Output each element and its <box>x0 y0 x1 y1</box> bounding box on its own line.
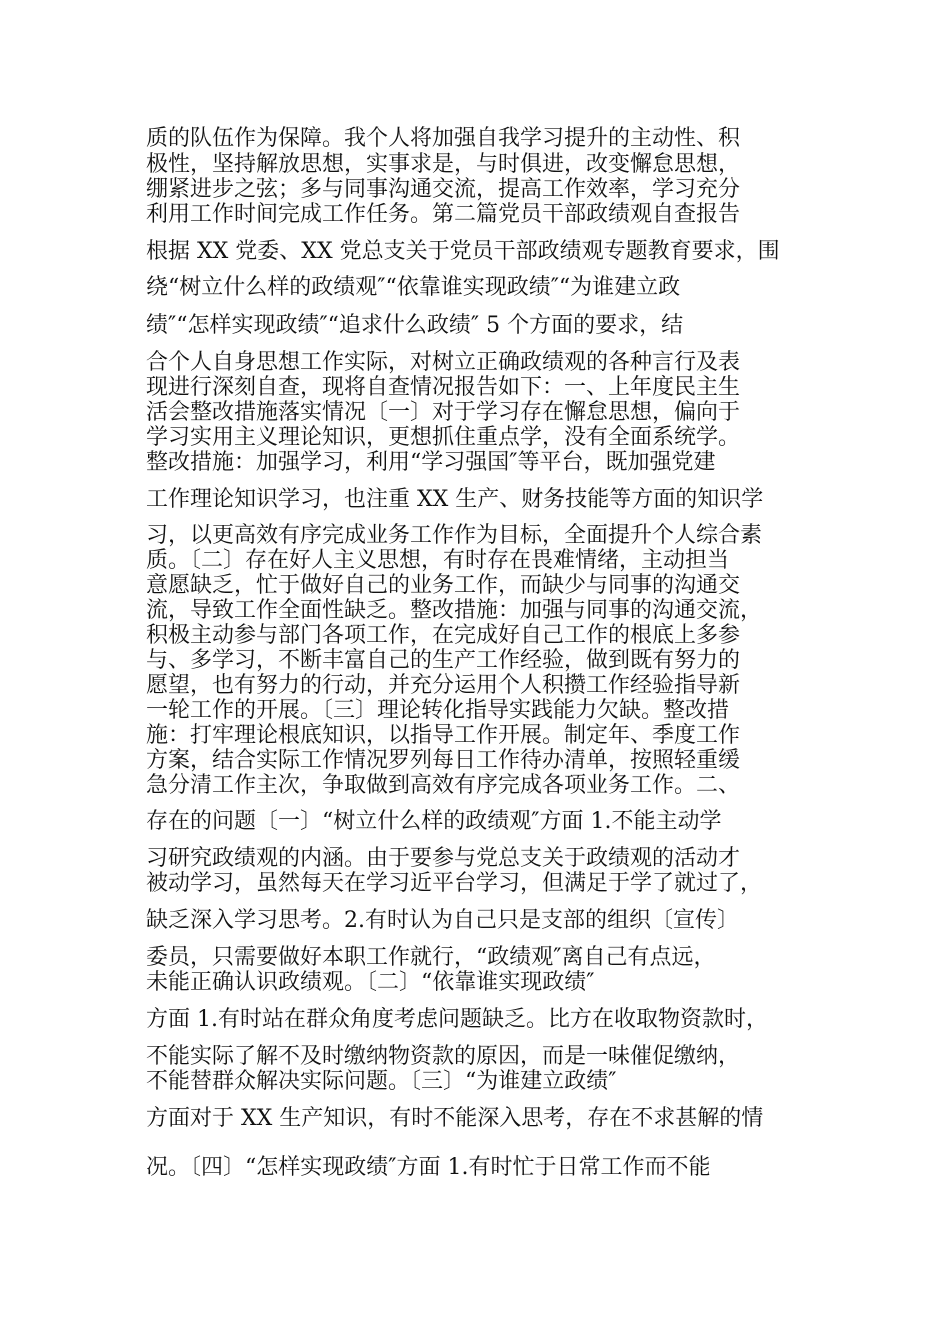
text-line: 愿望，也有努力的行动，并充分运用个人积攒工作经验指导新 <box>146 673 741 698</box>
text-line: 意愿缺乏，忙于做好自己的业务工作，而缺少与同事的沟通交 <box>146 573 741 598</box>
text-line: 根据 XX 党委、XX 党总支关于党员干部政绩观专题教育要求，围 <box>146 239 780 264</box>
text-line: 况。〔四〕“怎样实现政绩″方面 1.有时忙于日常工作而不能 <box>146 1155 711 1180</box>
text-line: 流，导致工作全面性缺乏。整改措施：加强与同事的沟通交流， <box>146 598 763 623</box>
text-line: 方案，结合实际工作情况罗列每日工作待办清单，按照轻重缓 <box>146 748 741 773</box>
text-line: 不能实际了解不及时缴纳物资款的原因，而是一味催促缴纳， <box>146 1044 741 1069</box>
text-line: 利用工作时间完成工作任务。第二篇党员干部政绩观自查报告 <box>146 202 741 227</box>
text-line: 方面对于 XX 生产知识，有时不能深入思考，存在不求甚解的情 <box>146 1106 764 1131</box>
text-line: 活会整改措施落实情况〔一〕对于学习存在懈怠思想，偏向于 <box>146 400 741 425</box>
text-line: 整改措施：加强学习，利用“学习强国″等平台，既加强党建 <box>146 450 716 475</box>
text-line: 委员，只需要做好本职工作就行，“政绩观″离自己有点远， <box>146 945 716 970</box>
text-line: 工作理论知识学习，也注重 XX 生产、财务技能等方面的知识学 <box>146 487 764 512</box>
text-line: 一轮工作的开展。〔三〕理论转化指导实践能力欠缺。整改措 <box>146 698 730 723</box>
text-line: 积极主动参与部门各项工作，在完成好自己工作的根底上多参 <box>146 623 741 648</box>
text-line: 与、多学习，不断丰富自己的生产工作经验，做到既有努力的 <box>146 648 741 673</box>
text-line: 合个人自身思想工作实际，对树立正确政绩观的各种言行及表 <box>146 350 741 375</box>
text-line: 未能正确认识政绩观。〔二〕“依靠谁实现政绩″ <box>146 970 595 995</box>
text-line: 存在的问题〔一〕“树立什么样的政绩观″方面 1.不能主动学 <box>146 809 722 834</box>
text-line: 缺乏深入学习思考。2.有时认为自己只是支部的组织〔宣传〕 <box>146 908 739 933</box>
text-line: 现进行深刻自查，现将自查情况报告如下：一、上年度民主生 <box>146 375 741 400</box>
text-line: 质。〔二〕存在好人主义思想，有时存在畏难情绪，主动担当 <box>146 548 730 573</box>
text-line: 极性，坚持解放思想，实事求是，与时俱进，改变懈怠思想， <box>146 152 741 177</box>
text-line: 绕“树立什么样的政绩观″“依靠谁实现政绩″“为谁建立政 <box>146 275 681 300</box>
text-line: 施：打牢理论根底知识，以指导工作开展。制定年、季度工作 <box>146 723 741 748</box>
text-line: 学习实用主义理论知识，更想抓住重点学，没有全面系统学。 <box>146 425 741 450</box>
text-line: 被动学习，虽然每天在学习近平台学习，但满足于学了就过了， <box>146 871 763 896</box>
text-line: 习研究政绩观的内涵。由于要参与党总支关于政绩观的活动才 <box>146 846 741 871</box>
text-line: 急分清工作主次，争取做到高效有序完成各项业务工作。二、 <box>146 773 741 798</box>
text-line: 方面 1.有时站在群众角度考虑问题缺乏。比方在收取物资款时， <box>146 1007 768 1032</box>
text-line: 绷紧进步之弦；多与同事沟通交流，提高工作效率，学习充分 <box>146 177 741 202</box>
text-line: 质的队伍作为保障。我个人将加强自我学习提升的主动性、积 <box>146 126 741 151</box>
text-line: 习，以更高效有序完成业务工作作为目标，全面提升个人综合素 <box>146 523 763 548</box>
text-line: 不能替群众解决实际问题。〔三〕“为谁建立政绩″ <box>146 1069 617 1094</box>
text-line: 绩″“怎样实现政绩″“追求什么政绩″ 5 个方面的要求，结 <box>146 313 684 338</box>
